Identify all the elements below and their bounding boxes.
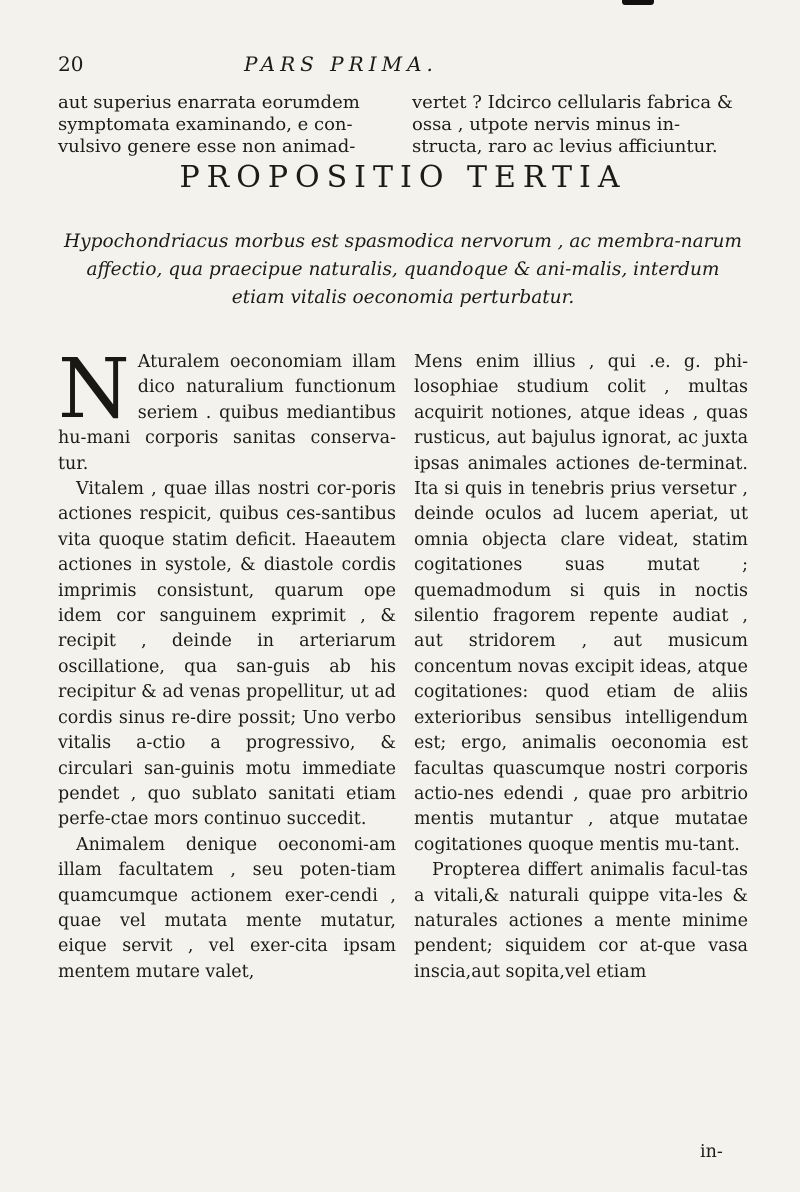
running-title: PARS PRIMA. [244,52,438,76]
paragraph [58,342,396,477]
paragraph-text: Aturalem oeconomiam illam dico naturalium functionum seriem . quibus mediantibus hu-mani corporis sanitas conserva-tur. [58,352,396,474]
paragraph: Propterea differt animalis facul-tas a vitali,& naturali quippe vita-les & naturales actiones a mente minime pendent; siquidem cor at-que vasa insciа,aut sopita,vel etiam [414,860,748,982]
page-edge-mark [622,0,654,5]
body-column-left [58,342,396,985]
continuation-right: vertet ? Idcirco cellularis fabrica & ossa , utpote nervis minus in-structa, raro ac levius afficiuntur. [412,92,733,157]
paragraph: Animalem denique oeconomi-am illam facultatem , seu poten-tiam quamcumque actionem exer-cendi , quae vel mutata mente mutatur, eique servit , vel exer-cita ipsam mentem mutare valet, [58,834,396,982]
drop-cap: N [58,342,130,437]
page-number: 20 [58,52,84,76]
catchword: in- [700,1142,723,1162]
paragraph: Vitalem , quae illas nostri cor-poris actiones respicit, quibus ces-santibus vita quoque statim deficit. Haeautem actiones in systole, & diastole cordis imprimis consistunt, quarum ope idem cor sanguinem exprimit , & recipit , deinde in arteriarum oscillatione, qua san-guis ab his recipitur & ad venas propellitur, ut ad cordis sinus re-dire possit; Uno verbo vitalis a-ctio a progressivo, & circulari san-guinis motu immediate pendet , quo sublato sanitati etiam perfe-ctae mors continuo succedit. [58,479,396,830]
section-heading: PROPOSITIO TERTIA [179,160,627,195]
page-header [58,52,746,78]
proposition-summary: Hypochondriacus morbus est spasmodica nervorum , ac membra-narum affectio, qua praecipue naturalis, quandoque & ani-malis, interdum etiam vitalis oeconomia perturbatur. [64,231,742,308]
body-column-right [414,350,748,985]
paragraph: Mens enim illius , qui .e. g. phi-losophiae studium colit , multas acquirit notiones, atque ideas , quas rusticus, aut bajulus ignorat, ac juxta ipsas animales actiones de-terminat. Ita si quis in tenebris prius versetur , deinde oculos ad lucem aperiat, ut omnia objecta clare videat, statim cogitationes suas mutat ; quemadmodum si quis in noctis silentio fragorem repente audiat , aut stridorem , aut musicum concentum novas excipit ideas, atque cogitationes: quod etiam de aliis exterioribus sensibus intelligendum est; ergo, animalis oeconomia est facultas quascumque nostri corporis actio-nes edendi , quae pro arbitrio mentis mutantur , atque mutatae cogitationes quoque mentis mu-tant. [414,352,748,855]
continuation-left: aut superius enarrata eorumdem symptomata examinando, e con-vulsivo genere esse non animad- [58,92,360,157]
